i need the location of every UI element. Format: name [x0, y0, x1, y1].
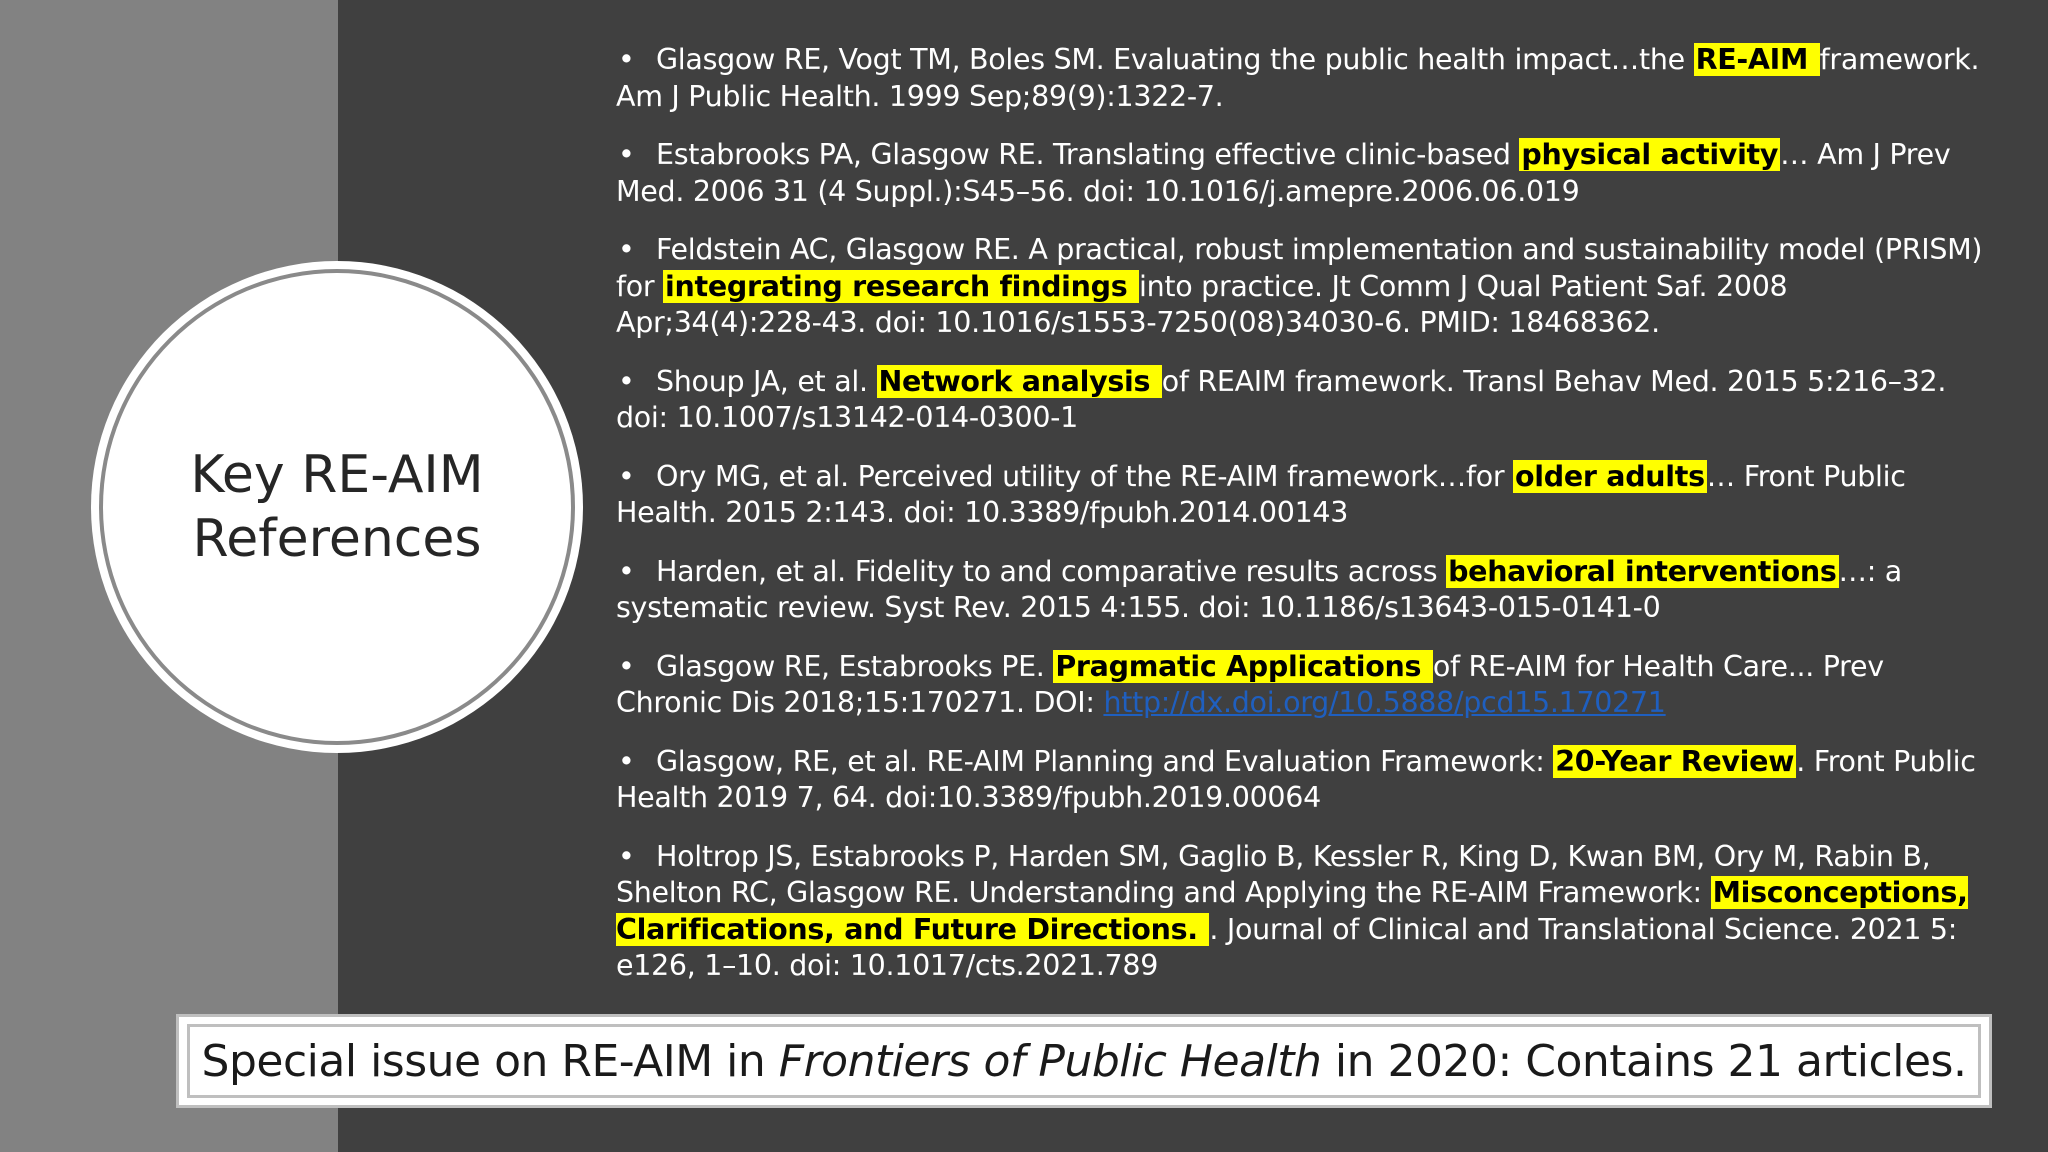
reference-text: Glasgow, RE, et al. RE-AIM Planning and Evaluation Framework: [656, 744, 1554, 778]
reference-list [616, 42, 1996, 1007]
reference-item-9 [616, 839, 1996, 985]
reference-item-5 [616, 459, 1996, 532]
reference-text: into practice. Jt Comm J Qual Patient Saf. 2008 Apr;34(4):228-43. doi: 10.1016/s1553-7250(08)34030-6. PMID: 18468362. [616, 269, 1788, 339]
reference-text: . Front Public Health 2019 7, 64. doi:10.3389/fpubh.2019.00064 [616, 744, 1976, 814]
reference-text: framework. Am J Public Health. 1999 Sep;89(9):1322-7. [616, 43, 1980, 113]
reference-highlight: Pragmatic Applications [1055, 649, 1431, 683]
slide-title-line-2: References [192, 509, 482, 569]
banner-suffix: in 2020: Contains 21 articles. [1321, 1035, 1967, 1087]
reference-item-8 [616, 744, 1996, 817]
reference-highlight: older adults [1515, 459, 1705, 493]
title-circle [103, 273, 571, 741]
reference-text: … Am J Prev Med. 2006 31 (4 Suppl.):S45–56. doi: 10.1016/j.amepre.2006.06.019 [616, 138, 1951, 208]
reference-highlight: Network analysis [878, 364, 1160, 398]
reference-text: …: a systematic review. Syst Rev. 2015 4:155. doi: 10.1186/s13643-015-0141-0 [616, 554, 1902, 624]
banner-prefix: Special issue on RE-AIM in [201, 1035, 779, 1087]
reference-text: Holtrop JS, Estabrooks P, Harden SM, Gaglio B, Kessler R, King D, Kwan BM, Ory M, Rabin B, Shelton RC, Glasgow RE. Understanding and Applying the RE-AIM Framework: [616, 839, 1931, 909]
bullet-icon: • [618, 744, 635, 778]
reference-text: of REAIM framework. Transl Behav Med. 2015 5:216–32. doi: 10.1007/s13142-014-0300-1 [616, 364, 1947, 434]
reference-item-2 [616, 137, 1996, 210]
reference-text: Feldstein AC, Glasgow RE. A practical, robust implementation and sustainability model (PRISM) for [616, 233, 1983, 303]
bullet-icon: • [618, 233, 635, 266]
banner-journal-name: Frontiers of Public Health [778, 1035, 1322, 1087]
reference-text: . Journal of Clinical and Translational Science. 2021 5: e126, 1–10. doi: 10.1017/cts.2021.789 [616, 912, 1958, 982]
slide-title-line-1: Key RE-AIM [190, 445, 484, 505]
reference-text: Ory MG, et al. Perceived utility of the RE-AIM framework…for [656, 459, 1514, 493]
bullet-icon: • [618, 43, 635, 76]
reference-highlight: 20-Year Review [1555, 744, 1795, 778]
reference-text: Shoup JA, et al. [656, 364, 877, 398]
reference-highlight: behavioral interventions [1448, 554, 1837, 588]
reference-highlight: Misconceptions, Clarifications, and Future Directions. [616, 876, 1968, 946]
doi-link[interactable]: http://dx.doi.org/10.5888/pcd15.170271 [1103, 686, 1666, 719]
bullet-icon: • [618, 554, 635, 588]
reference-highlight: RE-AIM [1695, 43, 1818, 76]
bullet-icon: • [618, 459, 635, 493]
banner-text [202, 1036, 1967, 1087]
reference-item-3 [616, 232, 1996, 342]
reference-text: … Front Public Health. 2015 2:143. doi: 10.3389/fpubh.2014.00143 [616, 459, 1906, 529]
reference-item-6 [616, 554, 1996, 627]
reference-text: Harden, et al. Fidelity to and comparative results across [656, 554, 1447, 588]
reference-item-7 [616, 649, 1996, 722]
reference-highlight: physical activity [1521, 138, 1779, 171]
reference-text: Estabrooks PA, Glasgow RE. Translating effective clinic-based [656, 138, 1520, 171]
bullet-icon: • [618, 649, 635, 683]
reference-item-4 [616, 364, 1996, 437]
reference-text: Glasgow RE, Vogt TM, Boles SM. Evaluating the public health impact…the [656, 43, 1694, 76]
reference-text: Glasgow RE, Estabrooks PE. [656, 649, 1054, 683]
reference-highlight: integrating research findings [665, 269, 1138, 303]
reference-item-1 [616, 42, 1996, 115]
reference-text: of RE-AIM for Health Care... Prev Chronic Dis 2018;15:170271. DOI: [616, 649, 1884, 719]
special-issue-banner [176, 1014, 1992, 1108]
slide-title [157, 443, 517, 571]
bullet-icon: • [618, 138, 635, 171]
bullet-icon: • [618, 839, 635, 873]
banner-inner-frame [187, 1024, 1981, 1098]
bullet-icon: • [618, 364, 635, 398]
